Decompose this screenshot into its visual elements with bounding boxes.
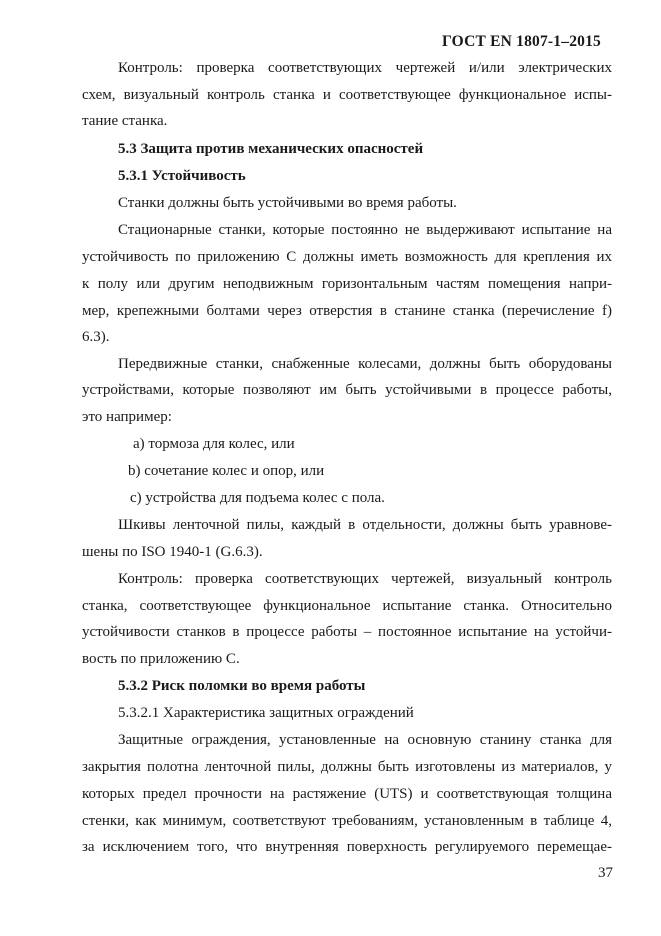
text-line: Защитные ограждения, установленные на основную станину станка для	[118, 732, 612, 748]
text-line: которых предел прочности на растяжение (UTS) и соответствующая толщина	[82, 786, 612, 802]
text-line: Шкивы ленточной пилы, каждый в отдельности, должны быть уравнове-	[118, 517, 612, 533]
section-heading: 5.3 Защита против механических опасностей	[118, 141, 424, 157]
page-number: 37	[598, 865, 613, 881]
text-line: мер, крепежными болтами через отверстия в станине станка (перечисление f)	[82, 303, 612, 319]
text-line: Передвижные станки, снабженные колесами, должны быть оборудованы	[118, 356, 612, 372]
text-line: Стационарные станки, которые постоянно не выдерживают испытание на	[118, 222, 612, 238]
text-line: стенки, как минимум, соответствуют требованиям, установленным в таблице 4,	[82, 813, 612, 829]
list-item: c) устройства для подъема колес с пола.	[130, 490, 385, 506]
subsection-heading: 5.3.2 Риск поломки во время работы	[118, 678, 366, 694]
text-line: тание станка.	[82, 113, 168, 129]
text-line: закрытия полотна ленточной пилы, должны быть изготовлены из материалов, у	[82, 759, 612, 775]
text-line: за исключением того, что внутренняя поверхность регулируемого перемещае-	[82, 839, 612, 855]
text-line: к полу или другим неподвижным горизонтальным частям помещения напри-	[82, 276, 612, 292]
document-code-header: ГОСТ EN 1807-1–2015	[442, 33, 601, 50]
text-line: шены по ISO 1940-1 (G.6.3).	[82, 544, 263, 560]
text-line: это например:	[82, 409, 172, 425]
text-line: Станки должны быть устойчивыми во время работы.	[118, 195, 457, 211]
list-item: b) сочетание колес и опор, или	[128, 463, 325, 479]
text-line: Контроль: проверка соответствующих чертежей и/или электрических	[118, 60, 612, 76]
text-line: схем, визуальный контроль станка и соответствующее функциональное испы-	[82, 87, 612, 103]
text-line: Контроль: проверка соответствующих чертежей, визуальный контроль	[118, 571, 612, 587]
clause-heading: 5.3.2.1 Характеристика защитных ограждений	[118, 705, 414, 721]
text-line: устройствами, которые позволяют им быть устойчивыми в процессе работы,	[82, 382, 612, 398]
list-item: a) тормоза для колес, или	[133, 436, 295, 452]
text-line: устойчивости станков в процессе работы – постоянное испытание на устойчи-	[82, 624, 612, 640]
text-line: устойчивость по приложению С должны иметь возможность для крепления их	[82, 249, 612, 265]
subsection-heading: 5.3.1 Устойчивость	[118, 168, 246, 184]
text-line: 6.3).	[82, 329, 110, 345]
text-line: станка, соответствующее функциональное испытание станка. Относительно	[82, 598, 612, 614]
text-line: вость по приложению С.	[82, 651, 240, 667]
